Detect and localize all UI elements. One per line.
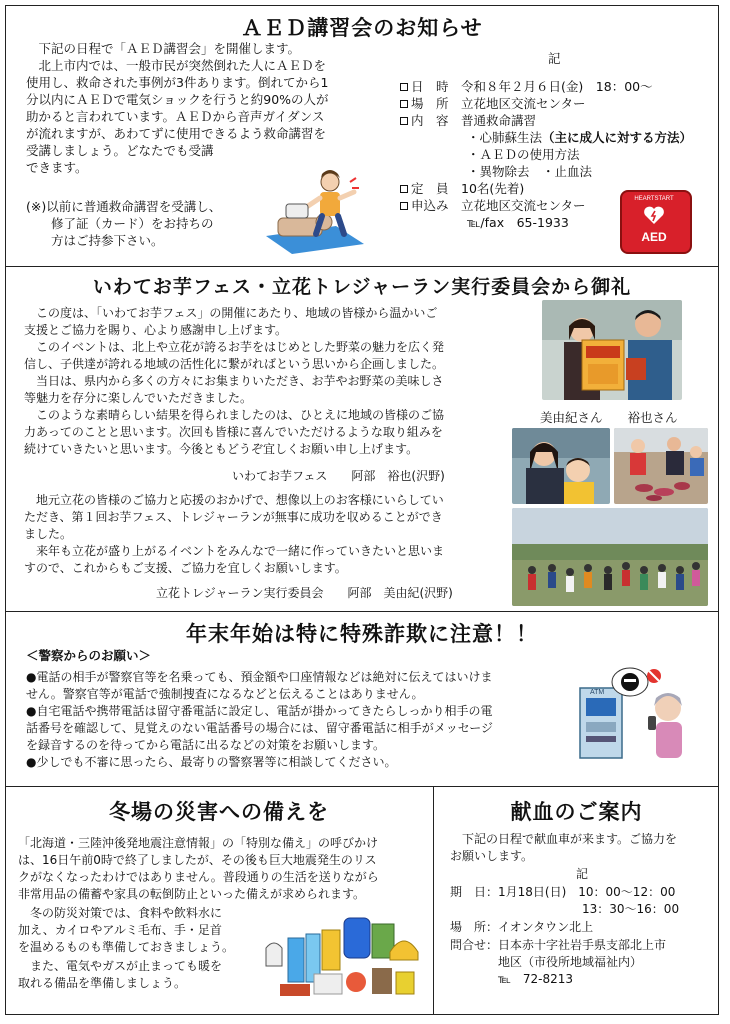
- fraud-title: 年末年始は特に特殊詐欺に注意！！: [186, 622, 538, 646]
- fest-line: 地元立花の皆様のご協力と応援のおかげで、想像以上のお客様にいらしてい: [24, 493, 444, 507]
- detail-value: 普通救命講習: [461, 113, 537, 128]
- detail-label: 内 容: [411, 113, 449, 128]
- aed-body-line: 助かると言われています。ＡＥＤから音声ガイダンス: [26, 109, 325, 124]
- aed-body-line: できます。: [26, 160, 88, 175]
- cpr-illustration-icon: [258, 164, 368, 256]
- fraud-line: を録音するのを待ってから電話に出るなどの対策をお願いします。: [26, 738, 386, 752]
- fest-line: 信し、子供達が誇れる地域の活性化に繋がればという思いから企画しました。: [24, 357, 445, 371]
- aed-device-label: AED: [641, 230, 667, 244]
- fest-line: このような素晴らしい結果を得られましたのは、ひとえに地域の皆様のご協: [24, 408, 445, 422]
- disaster-line: を温めるものも準備しておきましょう。: [18, 940, 235, 954]
- atm-label: ATM: [590, 689, 605, 696]
- fest-line: ただき、第１回お芋フェス、トレジャーランが無事に成功を収めることができ: [24, 510, 443, 524]
- content-item: ・異物除去 ・止血法: [467, 164, 593, 179]
- fraud-line: ●自宅電話や携帯電話は留守番電話に設定し、電話が掛かってきたらしっかり相手の電: [26, 704, 493, 718]
- fest-signature-2: 立花トレジャーラン実行委員会 阿部 美由紀(沢野): [156, 586, 453, 600]
- checkbox-bullet-icon: [400, 185, 408, 193]
- aed-device-sub: HEARTSTART: [634, 196, 674, 202]
- checkbox-bullet-icon: [400, 83, 408, 91]
- fraud-line: ●少しでも不審に思ったら、最寄りの警察署等に相談してください。: [26, 755, 397, 769]
- fest-line: 等魅力を存分に楽しんでいただきました。: [24, 391, 253, 405]
- blood-contact-line: 問合せ：日本赤十字社岩手県支部北上市: [450, 938, 667, 952]
- fraud-subtitle: ＜警察からのお願い＞: [26, 648, 152, 663]
- detail-label: 日 時: [411, 79, 449, 94]
- detail-value: 立花地区交流センター: [461, 198, 586, 213]
- disaster-line: また、電気やガスが止まっても暖を: [18, 959, 223, 973]
- disaster-line: 「北海道・三陸沖後発地震注意情報」の「特別な備え」の呼びかけ: [18, 836, 379, 850]
- disaster-line: 加え、カイロやアルミ毛布、手・足首: [18, 923, 222, 937]
- atm-fraud-illustration-icon: [576, 664, 694, 762]
- detail-row: [400, 180, 524, 198]
- fest-line: ました。: [24, 527, 73, 541]
- aed-body-line: 北上市内では、一般市民が突然倒れた人にＡＥＤを: [26, 58, 327, 73]
- aed-note-line: 修了証（カード）をお持ちの: [26, 216, 214, 231]
- divider-2: [5, 611, 719, 612]
- detail-value: 10名(先着): [461, 181, 525, 196]
- blood-intro-line: お願いします。: [450, 849, 534, 863]
- fest-line: 力あってのことと思います。次回も皆様に喜んでいただけるような取り組みを: [24, 425, 443, 439]
- detail-row: [400, 95, 586, 113]
- disaster-line: 冬の防災対策では、食料や飲料水に: [18, 906, 223, 920]
- checkbox-bullet-icon: [400, 117, 408, 125]
- blood-date-line: 期 日：1月18日(日) 10：00～12：00: [450, 885, 676, 899]
- photo-potato-harvest: [614, 428, 708, 504]
- aed-body-line: が流れますが、あわてずに使用できるよう救命講習を: [26, 126, 327, 141]
- blood-contact-line: 地区（市役所地域福祉内）: [450, 955, 643, 969]
- heart-icon: [642, 204, 666, 226]
- fest-line: すので、これからもご支援、ご協力を宜しくお願いします。: [24, 561, 347, 575]
- blood-title: 献血のご案内: [510, 800, 643, 824]
- detail-row: [400, 112, 536, 130]
- content-item: ・心肺蘇生法（主に成人に対する方法）: [467, 130, 693, 145]
- divider-1: [5, 266, 719, 267]
- aed-device-icon: [620, 190, 692, 254]
- disaster-title: 冬場の災害への備えを: [109, 800, 329, 824]
- detail-row: [400, 78, 653, 96]
- checkbox-bullet-icon: [400, 202, 408, 210]
- aed-note-line: 方はご持参下さい。: [26, 233, 164, 248]
- aed-body-line: 下記の日程で「ＡＥＤ講習会」を開催します。: [26, 41, 301, 56]
- photo-treasure-run: [512, 508, 708, 606]
- blood-date-line: 13：30～16：00: [450, 902, 680, 916]
- checkbox-bullet-icon: [400, 100, 408, 108]
- photo-child-mother: [512, 428, 610, 504]
- fest-line: このイベントは、北上や立花が誇るお芋をはじめとした野菜の魅力を広く発: [24, 340, 445, 354]
- detail-row: [400, 197, 586, 215]
- aed-tel: ℡/fax 65-1933: [467, 215, 569, 230]
- fest-line: 続けていきたいと思います。今後ともどうぞ宜しくお願い申し上げます。: [24, 442, 419, 456]
- aed-body-line: 分以内にＡＥＤで電気ショックを行うと約90%の人が: [26, 92, 329, 107]
- aed-note-line: (※)以前に普通救命講習を受講し、: [26, 199, 222, 214]
- fest-signature-1: いわてお芋フェス 阿部 裕也(沢野): [232, 469, 445, 483]
- detail-value: 立花地区交流センター: [461, 96, 586, 111]
- fest-line: 当日は、県内から多くの方々にお集まりいただき、お芋やお野菜の美味しさ: [24, 374, 444, 388]
- aed-body-line: 受講しましょう。どなたでも受講: [26, 143, 214, 158]
- fest-title: いわてお芋フェス・立花トレジャーラン実行委員会から御礼: [92, 276, 632, 298]
- blood-contact-line: ℡ 72-8213: [450, 972, 574, 986]
- disaster-line: クがなくなったわけではありません。普段通りの生活を送りながら: [18, 870, 379, 884]
- aed-title: ＡＥＤ講習会のお知らせ: [241, 16, 483, 40]
- aed-body-line: 使用し、救命された事例が3件あります。倒れてから1: [26, 75, 329, 90]
- fest-line: この度は、「いわてお芋フェス」の開催にあたり、地域の皆様から温かいご: [24, 306, 438, 320]
- detail-label: 場 所: [411, 96, 449, 111]
- divider-3: [5, 786, 719, 787]
- fraud-line: ●電話の相手が警察官等を名乗っても、預金額や口座情報などは絶対に伝えてはいけま: [26, 670, 493, 684]
- fraud-line: せん。警察官等が電話で強制捜査になるなどと伝えることはありません。: [26, 687, 424, 701]
- blood-intro-line: 下記の日程で献血車が来ます。ご協力を: [450, 832, 678, 846]
- content-item: ・ＡＥＤの使用方法: [467, 147, 580, 162]
- fraud-line: 話番号を確認して、見覚えのない電話番号の場合には、留守番電話に相手がメッセージ: [26, 721, 494, 735]
- fest-line: 来年も立花が盛り上がるイベントをみんなで一緒に作っていきたいと思いま: [24, 544, 445, 558]
- detail-value: 令和８年２月６日(金) 18：00～: [461, 79, 653, 94]
- detail-label: 定 員: [411, 181, 449, 196]
- aed-ki: 記: [548, 51, 561, 66]
- detail-label: 申込み: [411, 198, 449, 213]
- fest-line: 支援とご協力を賜り、心より感謝申し上げます。: [24, 323, 288, 337]
- photo-caption: 美由紀さん 裕也さん: [540, 410, 678, 425]
- disaster-line: 取れる備品を準備しましょう。: [18, 976, 187, 990]
- emergency-supplies-illustration-icon: [262, 908, 422, 1006]
- photo-organizers: [542, 300, 682, 400]
- disaster-line: 非常用品の備蓄や家具の転倒防止といった備えが求められます。: [18, 887, 366, 901]
- blood-place: 場 所：イオンタウン北上: [450, 920, 594, 934]
- blood-ki: 記: [576, 867, 589, 881]
- disaster-line: は、16日午前0時で終了しましたが、その後も巨大地震発生のリス: [18, 853, 377, 867]
